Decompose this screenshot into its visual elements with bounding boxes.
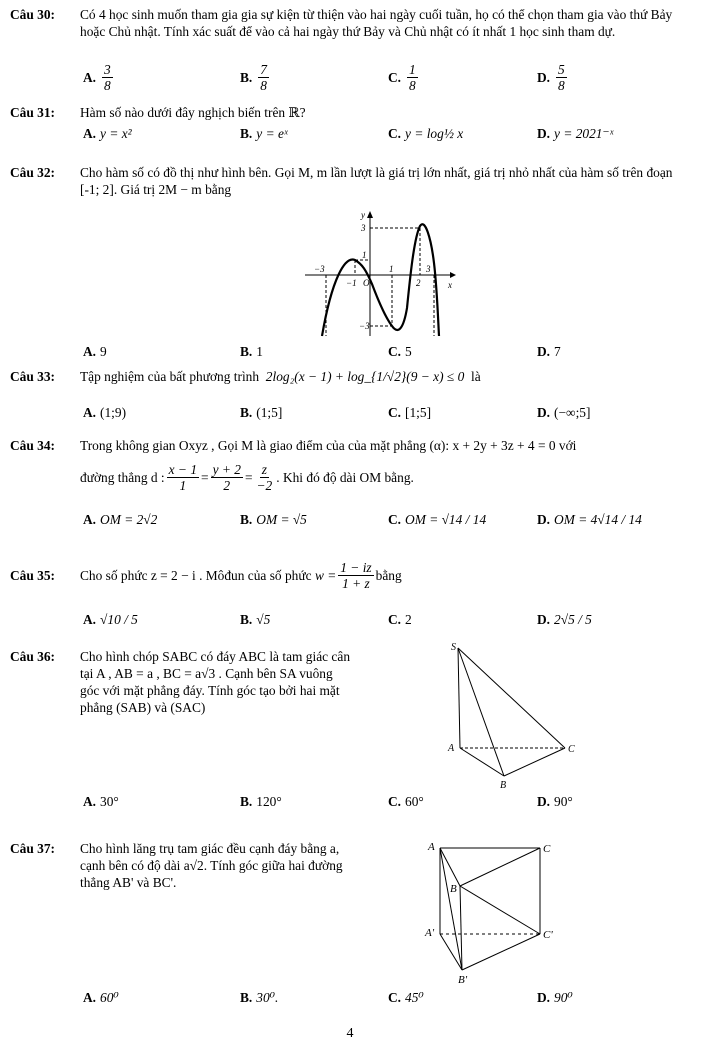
denominator: 8 <box>104 78 111 93</box>
numerator: 5 <box>558 62 565 77</box>
edge-BC <box>460 848 540 886</box>
options-37 <box>83 990 643 1026</box>
numerator: 3 <box>104 62 111 77</box>
option-label: B. <box>240 612 253 627</box>
option-value: 2√5 / 5 <box>554 612 592 627</box>
option-label: B. <box>240 344 253 359</box>
option-label: D. <box>537 69 551 85</box>
question-37 <box>10 840 350 891</box>
option-value: y = log½ x <box>405 126 464 141</box>
label-minus1: −1 <box>346 278 357 288</box>
option-label: A. <box>83 794 97 809</box>
numerator: x − 1 <box>168 462 198 477</box>
option-c[interactable] <box>388 990 424 1006</box>
question-number: Câu 30: <box>10 7 56 22</box>
option-a[interactable] <box>83 405 126 421</box>
label-B: B <box>500 780 507 790</box>
option-a[interactable] <box>83 512 157 528</box>
option-value: y = eˣ <box>256 126 288 141</box>
fraction <box>102 62 113 93</box>
numerator: z <box>261 462 267 477</box>
option-value: [1;5] <box>405 405 432 420</box>
y-axis-arrow <box>367 211 373 218</box>
option-b[interactable] <box>240 405 282 421</box>
option-c[interactable] <box>388 512 486 528</box>
option-label: D. <box>537 344 551 359</box>
option-label: B. <box>240 794 253 809</box>
option-value: 2 <box>405 612 412 627</box>
option-label: C. <box>388 612 402 627</box>
option-label: C. <box>388 512 402 527</box>
option-d[interactable] <box>537 990 573 1006</box>
label-3: 3 <box>361 223 366 233</box>
pyramid-figure <box>438 640 588 790</box>
option-b[interactable] <box>240 612 270 628</box>
edge-AB <box>460 748 504 776</box>
option-label: A. <box>83 344 97 359</box>
option-b[interactable] <box>240 512 307 528</box>
option-value: 90° <box>554 794 573 809</box>
question-text: Có 4 học sinh muốn tham gia gia sự kiện từ thiện vào hai ngày cuối tuần, họ có thể chọn tham gia vào thứ Bảy hoặc Chủ nhật. Tính xác suất để vào cả hai ngày thứ Bảy và Chủ nhật có ít nhất 1 học sinh tham dự. <box>80 7 673 39</box>
denominator: $1 + \overline{z}$ <box>342 576 370 591</box>
question-number: Câu 35: <box>10 568 56 583</box>
numerator: 7 <box>260 62 267 77</box>
option-value: √10 / 5 <box>100 612 138 627</box>
fraction <box>556 62 567 93</box>
label-A: A <box>448 743 455 754</box>
option-value: OM = 4√14 / 14 <box>554 512 642 527</box>
option-b[interactable] <box>240 990 278 1006</box>
edge-BC <box>504 748 565 776</box>
option-value: y = 2021⁻ˣ <box>554 126 614 141</box>
option-d[interactable] <box>537 126 613 142</box>
fraction <box>258 62 269 93</box>
option-c[interactable] <box>388 62 420 93</box>
option-d[interactable] <box>537 405 590 421</box>
label-1: 1 <box>362 250 367 260</box>
question-34 <box>10 437 690 454</box>
option-label: C. <box>388 69 402 85</box>
option-value: OM = 2√2 <box>100 512 158 527</box>
question-text: Hàm số nào dưới đây nghịch biến trên ℝ? <box>80 105 306 120</box>
option-value: OM = √14 / 14 <box>405 512 487 527</box>
option-label: A. <box>83 69 97 85</box>
option-d[interactable] <box>537 62 569 93</box>
x-axis-arrow <box>450 272 456 278</box>
denominator: 8 <box>409 78 416 93</box>
label-x3: 3 <box>426 264 431 274</box>
option-value: 7 <box>554 344 561 359</box>
text: là <box>470 369 481 384</box>
label-x: x <box>448 280 452 290</box>
option-d[interactable] <box>537 512 642 528</box>
option-value: (−∞;5] <box>554 405 591 420</box>
w-fraction <box>338 560 373 591</box>
option-label: C. <box>388 794 402 809</box>
option-label: A. <box>83 126 97 141</box>
options-34 <box>83 512 643 548</box>
option-c[interactable] <box>388 405 431 421</box>
option-value: 60⁰ <box>100 990 119 1005</box>
option-c[interactable] <box>388 126 463 142</box>
label-A-prime: A' <box>425 927 435 939</box>
prism-figure <box>420 838 590 988</box>
option-value: y = x² <box>100 126 132 141</box>
question-36 <box>10 648 350 716</box>
text: Cho số phức z = 2 − i . Môđun của số phức <box>80 568 312 583</box>
option-label: C. <box>388 344 402 359</box>
label-x1: 1 <box>389 264 394 274</box>
diag-BC' <box>460 886 540 934</box>
denominator: −2 <box>256 478 273 493</box>
option-c[interactable] <box>388 344 412 360</box>
question-text <box>80 368 690 385</box>
question-33 <box>10 368 690 385</box>
edge-BB <box>460 886 462 970</box>
edge-SB <box>458 648 504 776</box>
option-a[interactable] <box>83 990 119 1006</box>
formula: 2log₂(x − 1) + log_{1/√2}(9 − x) ≤ 0 <box>265 369 465 384</box>
curve <box>322 224 439 336</box>
option-b[interactable] <box>240 126 288 142</box>
option-value: 120° <box>256 794 282 809</box>
numerator: 1 − iz <box>340 560 372 575</box>
option-a[interactable] <box>83 62 115 93</box>
option-value: 1 <box>256 344 263 359</box>
question-32 <box>10 164 690 198</box>
denominator: 2 <box>223 478 231 493</box>
option-label: B. <box>240 512 253 527</box>
question-number: Câu 36: <box>10 649 56 664</box>
option-label: D. <box>537 612 551 627</box>
question-number: Câu 37: <box>10 841 56 856</box>
label-x2: 2 <box>416 278 421 288</box>
option-label: B. <box>240 405 253 420</box>
label-C: C <box>543 843 551 855</box>
question-text: Cho hình chóp SABC có đáy ABC là tam giác cân tại A , AB = a , BC = a√3 . Cạnh bên SA vuông góc với mặt phẳng đáy. Tính góc tạo bởi hai mặt phẳng (SAB) và (SAC) <box>80 649 351 715</box>
option-c[interactable] <box>388 612 412 628</box>
line-eq-x <box>167 462 199 493</box>
option-label: D. <box>537 405 551 420</box>
text: . Khi đó độ dài OM bằng. <box>276 470 414 485</box>
question-number: Câu 34: <box>10 438 56 453</box>
option-value: (1;5] <box>256 405 283 420</box>
label-B-prime: B' <box>458 974 468 986</box>
label-ymin: −3 <box>359 321 370 331</box>
option-a[interactable] <box>83 126 132 142</box>
question-34-line2: đường thẳng d : $\frac{x - 1}{1}$ = $\frac{y + 2}{2}$ = $\frac{z}{-2}$ . Khi đó độ dài OM bằng. <box>80 462 414 493</box>
option-d[interactable] <box>537 344 561 360</box>
option-label: D. <box>537 794 551 809</box>
options-31 <box>83 126 643 162</box>
option-label: A. <box>83 512 97 527</box>
options-30 <box>83 62 643 98</box>
question-number: Câu 33: <box>10 369 56 384</box>
label-S: S <box>451 642 456 653</box>
question-number: Câu 32: <box>10 165 56 180</box>
question-31 <box>10 104 690 121</box>
label-C-prime: C' <box>543 929 553 941</box>
option-value: 9 <box>100 344 107 359</box>
option-label: C. <box>388 405 402 420</box>
text: đường thẳng d : <box>80 470 165 485</box>
function-graph <box>300 208 460 338</box>
option-label: B. <box>240 990 253 1005</box>
line-eq-z <box>255 462 275 493</box>
options-33 <box>83 405 643 441</box>
option-value: OM = √5 <box>256 512 307 527</box>
option-b[interactable] <box>240 344 263 360</box>
option-a[interactable] <box>83 344 107 360</box>
question-35 <box>10 560 690 591</box>
w-var: w = <box>314 568 337 583</box>
denominator: 8 <box>558 78 565 93</box>
question-text: Cho hình lăng trụ tam giác đều cạnh đáy bằng a, cạnh bên có độ dài a√2. Tính góc giữa hai đường thẳng AB' và BC'. <box>80 841 343 890</box>
option-label: A. <box>83 405 97 420</box>
label-origin: O <box>363 278 370 288</box>
numerator: 1 <box>409 62 416 77</box>
options-36 <box>83 794 643 830</box>
label-B: B <box>450 883 457 895</box>
question-30 <box>10 6 690 40</box>
option-label: D. <box>537 126 551 141</box>
option-value: 5 <box>405 344 412 359</box>
option-label: C. <box>388 990 402 1005</box>
option-label: B. <box>240 69 253 85</box>
option-value: 30° <box>100 794 119 809</box>
label-C: C <box>568 744 575 755</box>
option-value: 30⁰. <box>256 990 279 1005</box>
option-c[interactable] <box>388 794 424 810</box>
option-value: 90⁰ <box>554 990 573 1005</box>
option-a[interactable] <box>83 794 119 810</box>
label-y: y <box>361 210 365 220</box>
option-b[interactable] <box>240 794 282 810</box>
option-value: (1;9) <box>100 405 127 420</box>
option-label: A. <box>83 990 97 1005</box>
option-label: B. <box>240 126 253 141</box>
question-text: Cho hàm số có đồ thị như hình bên. Gọi M, m lần lượt là giá trị lớn nhất, giá trị nhỏ nhất của hàm số trên đoạn [-1; 2]. Giá trị 2M − m bằng <box>80 165 673 197</box>
option-d[interactable] <box>537 612 592 628</box>
option-d[interactable] <box>537 794 573 810</box>
option-b[interactable] <box>240 62 271 93</box>
edge-B'C' <box>462 934 540 970</box>
option-label: D. <box>537 990 551 1005</box>
option-value: 60° <box>405 794 424 809</box>
option-value: √5 <box>256 612 271 627</box>
option-label: D. <box>537 512 551 527</box>
option-label: A. <box>83 612 97 627</box>
question-number: Câu 31: <box>10 105 56 120</box>
denominator: 1 <box>179 478 187 493</box>
denominator: 8 <box>260 78 267 93</box>
label-A: A <box>428 841 435 853</box>
numerator: y + 2 <box>212 462 241 477</box>
label-minus3: −3 <box>314 264 325 274</box>
option-value: 45⁰ <box>405 990 424 1005</box>
option-label: C. <box>388 126 402 141</box>
question-text: Trong không gian Oxyz , Gọi M là giao điểm của của mặt phẳng (α): x + 2y + 3z + 4 = 0 với <box>80 438 577 453</box>
text: bằng <box>375 568 402 583</box>
text: Tập nghiệm của bất phương trình <box>80 369 260 384</box>
line-eq-y <box>211 462 243 493</box>
edge-SA <box>458 648 460 748</box>
edge-SC <box>458 648 565 748</box>
page-number: 4 <box>346 1026 354 1041</box>
fraction <box>407 62 418 93</box>
option-a[interactable] <box>83 612 138 628</box>
